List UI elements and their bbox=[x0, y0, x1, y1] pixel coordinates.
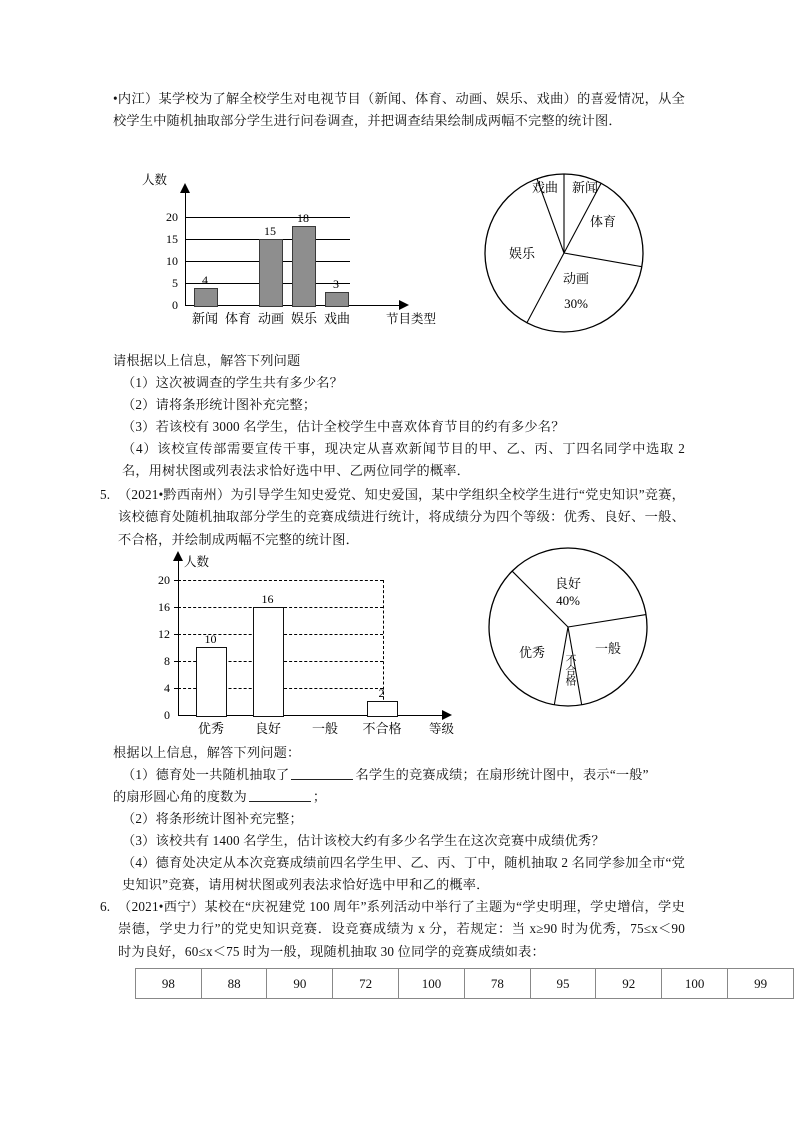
bar-good bbox=[253, 607, 284, 717]
bar-chart-tv-ytick-20: 20 bbox=[166, 210, 178, 224]
problem6-body: （2021•西宁）某校在“庆祝建党 100 周年”系列活动中举行了主题为“学史明理，学史增信，学史崇德，学史力行”的党史知识竞赛．设竞赛成绩为 x 分，若规定：当 x≥90 时为优秀，75≤x＜90 时为良好，60≤x＜75 时为一般，现随机抽取 30 位同学的竞赛成绩如表： bbox=[118, 899, 685, 959]
pie-slice-label-excellent: 优秀 bbox=[518, 645, 545, 660]
scores-table bbox=[135, 968, 794, 999]
problem4-q2: （2）请将条形统计图补充完整； bbox=[122, 397, 317, 412]
problem5-number: 5. bbox=[100, 487, 111, 502]
cat-label-entertainment: 娱乐 bbox=[290, 311, 317, 326]
pie-slice-label-news: 新闻 bbox=[571, 180, 598, 195]
cat-label-sports: 体育 bbox=[224, 311, 251, 326]
bar-chart-tv-ytick-0: 0 bbox=[172, 298, 178, 312]
cat-label-excellent: 优秀 bbox=[197, 721, 224, 736]
table-cell: 95 bbox=[530, 969, 596, 999]
bar-entertainment bbox=[292, 226, 316, 307]
problem5-q1-part-d: ； bbox=[312, 789, 327, 804]
problem5-q1-line2 bbox=[113, 786, 685, 808]
pie-slice-label-cartoon: 动画 bbox=[562, 271, 589, 286]
tickmark bbox=[174, 634, 179, 635]
bar-chart-grades-yaxis bbox=[178, 560, 179, 715]
pie-chart-grades-svg bbox=[487, 546, 653, 712]
cat-label-opera: 戏曲 bbox=[323, 311, 350, 326]
problem5-q1-part-c: 的扇形圆心角的度数为 bbox=[113, 789, 247, 804]
pie-slice-value-good: 40% bbox=[556, 593, 580, 608]
problem5-prompt: 根据以上信息，解答下列问题： bbox=[113, 745, 301, 760]
pie-slice-label-average: 一般 bbox=[594, 641, 621, 656]
bar-chart-grades-ytick-16: 16 bbox=[158, 600, 170, 614]
bar-cartoon bbox=[259, 239, 283, 307]
cat-label-good: 良好 bbox=[254, 721, 281, 736]
answer-blank-angle[interactable] bbox=[249, 789, 311, 802]
bar-chart-grades-xlabel: 等级 bbox=[429, 722, 455, 736]
cat-label-fail: 不合格 bbox=[362, 721, 402, 736]
bar-chart-tv-ylabel: 人数 bbox=[142, 173, 168, 187]
table-cell: 78 bbox=[464, 969, 530, 999]
bar-chart-grades-ytick-4: 4 bbox=[164, 681, 170, 695]
bar-chart-tv-ytick-10: 10 bbox=[166, 254, 178, 268]
pie-slice-label-entertainment: 娱乐 bbox=[508, 246, 535, 261]
bar-chart-tv bbox=[138, 170, 438, 326]
pie-slice-value-cartoon: 30% bbox=[564, 296, 588, 311]
problem5-body: （2021•黔西南州）为引导学生知史爱党、知史爱国，某中学组织全校学生进行“党史知识”竞赛，该校德育处随机抽取部分学生的竞赛成绩进行统计，将成绩分为四个等级：优秀、良好、一般、不合格，并绘制成两幅不完整的统计图． bbox=[118, 487, 685, 547]
answer-blank-sample-size[interactable] bbox=[291, 767, 353, 780]
pie-slice-label-opera: 戏曲 bbox=[531, 180, 558, 195]
problem5-q2: （2）将条形统计图补充完整； bbox=[122, 811, 303, 826]
bar-opera bbox=[325, 292, 349, 307]
bar-chart-grades bbox=[140, 548, 480, 736]
problem5-q3: （3）该校共有 1400 名学生，估计该校大约有多少名学生在这次竞赛中成绩优秀？ bbox=[122, 833, 605, 848]
table-cell: 90 bbox=[267, 969, 333, 999]
bar-value-good: 16 bbox=[261, 592, 274, 606]
table-cell: 100 bbox=[398, 969, 464, 999]
problem5-q1-part-a: （1）德育处一共随机抽取了 bbox=[122, 767, 290, 782]
table-cell: 92 bbox=[596, 969, 662, 999]
bar-news bbox=[194, 288, 218, 307]
bar-chart-grades-ytick-8: 8 bbox=[164, 654, 170, 668]
table-cell: 88 bbox=[201, 969, 267, 999]
problem4-q3: （3）若该校有 3000 名学生，估计全校学生中喜欢体育节目的约有多少名？ bbox=[122, 419, 565, 434]
bar-chart-tv-ytick-15: 15 bbox=[166, 232, 178, 246]
bar-fail bbox=[367, 701, 398, 717]
table-cell: 99 bbox=[728, 969, 794, 999]
tickmark bbox=[174, 688, 179, 689]
pie-slice-label-fail: 不合格 bbox=[564, 654, 576, 686]
bar-chart-grades-ytick-12: 12 bbox=[158, 627, 170, 641]
table-cell: 98 bbox=[136, 969, 202, 999]
bar-value-cartoon: 15 bbox=[264, 224, 276, 238]
problem5-q1-part-b: 名学生的竞赛成绩；在扇形统计图中，表示“一般” bbox=[355, 767, 649, 782]
pie-slice-label-good: 良好 bbox=[554, 576, 581, 591]
tickmark bbox=[174, 661, 179, 662]
cat-label-cartoon: 动画 bbox=[257, 311, 284, 326]
problem4-q4: （4）该校宣传部需要宣传干事，现决定从喜欢新闻节目的甲、乙、丙、丁四名同学中选取 2 名，用树状图或列表法求恰好选中甲、乙两位同学的概率． bbox=[122, 441, 685, 479]
bar-value-excellent: 10 bbox=[204, 632, 217, 646]
bar-excellent bbox=[196, 647, 227, 717]
gridline bbox=[185, 217, 350, 218]
table-cell: 100 bbox=[662, 969, 728, 999]
table-row bbox=[136, 969, 794, 999]
problem6-number: 6. bbox=[100, 899, 111, 914]
problem5-q4: （4）德育处决定从本次竞赛成绩前四名学生甲、乙、丙、丁中，随机抽取 2 名同学参加全市“党史知识”竞赛，请用树状图或列表法求恰好选中甲和乙的概率． bbox=[122, 855, 685, 893]
bar-value-news: 4 bbox=[202, 273, 208, 287]
bar-chart-tv-xlabel: 节目类型 bbox=[386, 312, 437, 326]
problem4-prompt: 请根据以上信息，解答下列问题 bbox=[113, 353, 301, 368]
problem4-body: •内江）某学校为了解全校学生对电视节目（新闻、体育、动画、娱乐、戏曲）的喜爱情况，从全校学生中随机抽取部分学生进行问卷调查，并把调查结果绘制成两幅不完整的统计图． bbox=[113, 91, 685, 129]
bar-chart-grades-ytick-20: 20 bbox=[158, 573, 170, 587]
cat-label-average: 一般 bbox=[311, 721, 338, 736]
table-cell: 72 bbox=[333, 969, 399, 999]
bar-chart-grades-ylabel: 人数 bbox=[184, 555, 210, 569]
problem4-q1: （1）这次被调查的学生共有多少名？ bbox=[122, 375, 343, 390]
bar-value-fail: 2 bbox=[378, 686, 385, 700]
pie-slice-label-sports: 体育 bbox=[589, 214, 616, 229]
gridline bbox=[178, 580, 383, 581]
tickmark bbox=[174, 580, 179, 581]
pie-chart-tv bbox=[481, 170, 651, 340]
problem5-q1-line1 bbox=[122, 764, 685, 786]
bar-value-entertainment: 18 bbox=[297, 211, 309, 225]
bar-chart-tv-ytick-5: 5 bbox=[172, 276, 178, 290]
bar-chart-grades-ytick-0: 0 bbox=[164, 708, 170, 722]
tickmark bbox=[174, 607, 179, 608]
cat-label-news: 新闻 bbox=[191, 311, 218, 326]
bar-chart-tv-yaxis bbox=[185, 192, 186, 305]
bar-value-opera: 3 bbox=[333, 277, 339, 291]
pie-chart-grades bbox=[487, 546, 653, 712]
